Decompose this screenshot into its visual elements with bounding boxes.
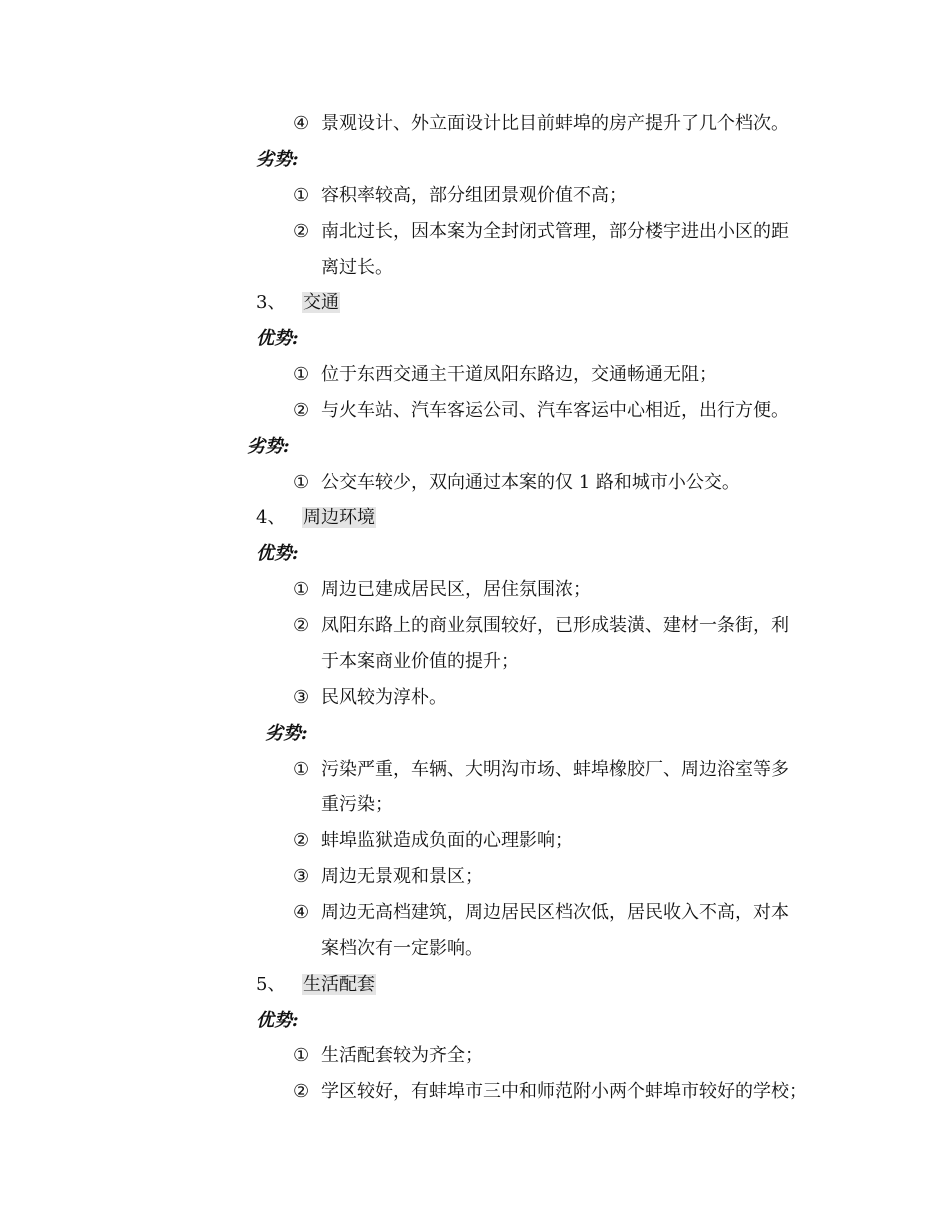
- list-item: [293, 578, 591, 602]
- item-number: ②: [293, 830, 310, 851]
- section-heading: [256, 291, 340, 315]
- item-number: ③: [293, 866, 310, 887]
- item-number: ②: [293, 400, 310, 421]
- item-number: ④: [293, 113, 310, 134]
- item-continuation: 重污染；: [321, 794, 393, 815]
- section-title: 交通: [303, 292, 339, 313]
- weakness-label: 劣势:: [265, 723, 308, 744]
- list-item: [293, 184, 627, 208]
- item-continuation: 离过长。: [321, 257, 393, 278]
- item-text: 周边无景观和景区；: [321, 866, 483, 887]
- item-number: ③: [293, 687, 310, 708]
- list-item: [293, 758, 789, 782]
- section-number: 3、: [256, 292, 286, 313]
- list-item: [293, 112, 789, 136]
- item-number: ①: [293, 1045, 310, 1066]
- item-number: ②: [293, 1081, 310, 1102]
- item-text: 周边已建成居民区，居住氛围浓；: [321, 579, 591, 600]
- item-text: 位于东西交通主干道凤阳东路边，交通畅通无阻；: [321, 364, 717, 385]
- item-text: 与火车站、汽车客运公司、汽车客运中心相近，出行方便。: [321, 400, 789, 421]
- section-heading: [256, 973, 376, 997]
- section-title: 周边环境: [303, 507, 375, 528]
- strength-label: 优势:: [256, 1010, 299, 1031]
- list-item: [293, 901, 789, 925]
- item-text: 容积率较高，部分组团景观价值不高；: [321, 185, 627, 206]
- item-number: ①: [293, 364, 310, 385]
- item-text: 南北过长，因本案为全封闭式管理，部分楼宇进出小区的距: [321, 221, 789, 242]
- weakness-label: 劣势:: [247, 436, 290, 457]
- item-number: ④: [293, 902, 310, 923]
- strength-label: 优势:: [256, 543, 299, 564]
- list-item: [293, 1044, 483, 1068]
- item-number: ①: [293, 759, 310, 780]
- item-number: ①: [293, 579, 310, 600]
- strength-label: 优势:: [256, 328, 299, 349]
- item-text: 生活配套较为齐全；: [321, 1045, 483, 1066]
- item-text: 学区较好，有蚌埠市三中和师范附小两个蚌埠市较好的学校；: [321, 1081, 807, 1102]
- list-item: [293, 471, 740, 495]
- list-item: [293, 686, 447, 710]
- list-item: [293, 865, 483, 889]
- item-continuation: 于本案商业价值的提升；: [321, 651, 519, 672]
- list-item: [293, 220, 789, 244]
- item-continuation: 案档次有一定影响。: [321, 938, 483, 959]
- item-text: 民风较为淳朴。: [321, 687, 447, 708]
- item-text: 污染严重，车辆、大明沟市场、蚌埠橡胶厂、周边浴室等多: [321, 759, 789, 780]
- list-item: [293, 614, 789, 638]
- list-item: [293, 1080, 807, 1104]
- item-text: 周边无高档建筑，周边居民区档次低，居民收入不高，对本: [321, 902, 789, 923]
- item-text: 蚌埠监狱造成负面的心理影响；: [321, 830, 573, 851]
- section-number: 4、: [256, 507, 286, 528]
- section-heading: [256, 506, 376, 530]
- section-number: 5、: [256, 974, 286, 995]
- list-item: [293, 399, 789, 423]
- item-number: ②: [293, 221, 310, 242]
- item-number: ①: [293, 472, 310, 493]
- weakness-label: 劣势:: [256, 149, 299, 170]
- list-item: [293, 829, 573, 853]
- item-text: 景观设计、外立面设计比目前蚌埠的房产提升了几个档次。: [321, 113, 789, 134]
- item-text: 凤阳东路上的商业氛围较好，已形成装潢、建材一条街，利: [321, 615, 789, 636]
- item-text: 公交车较少，双向通过本案的仅 1 路和城市小公交。: [321, 472, 740, 493]
- list-item: [293, 363, 717, 387]
- section-title: 生活配套: [303, 974, 375, 995]
- item-number: ②: [293, 615, 310, 636]
- item-number: ①: [293, 185, 310, 206]
